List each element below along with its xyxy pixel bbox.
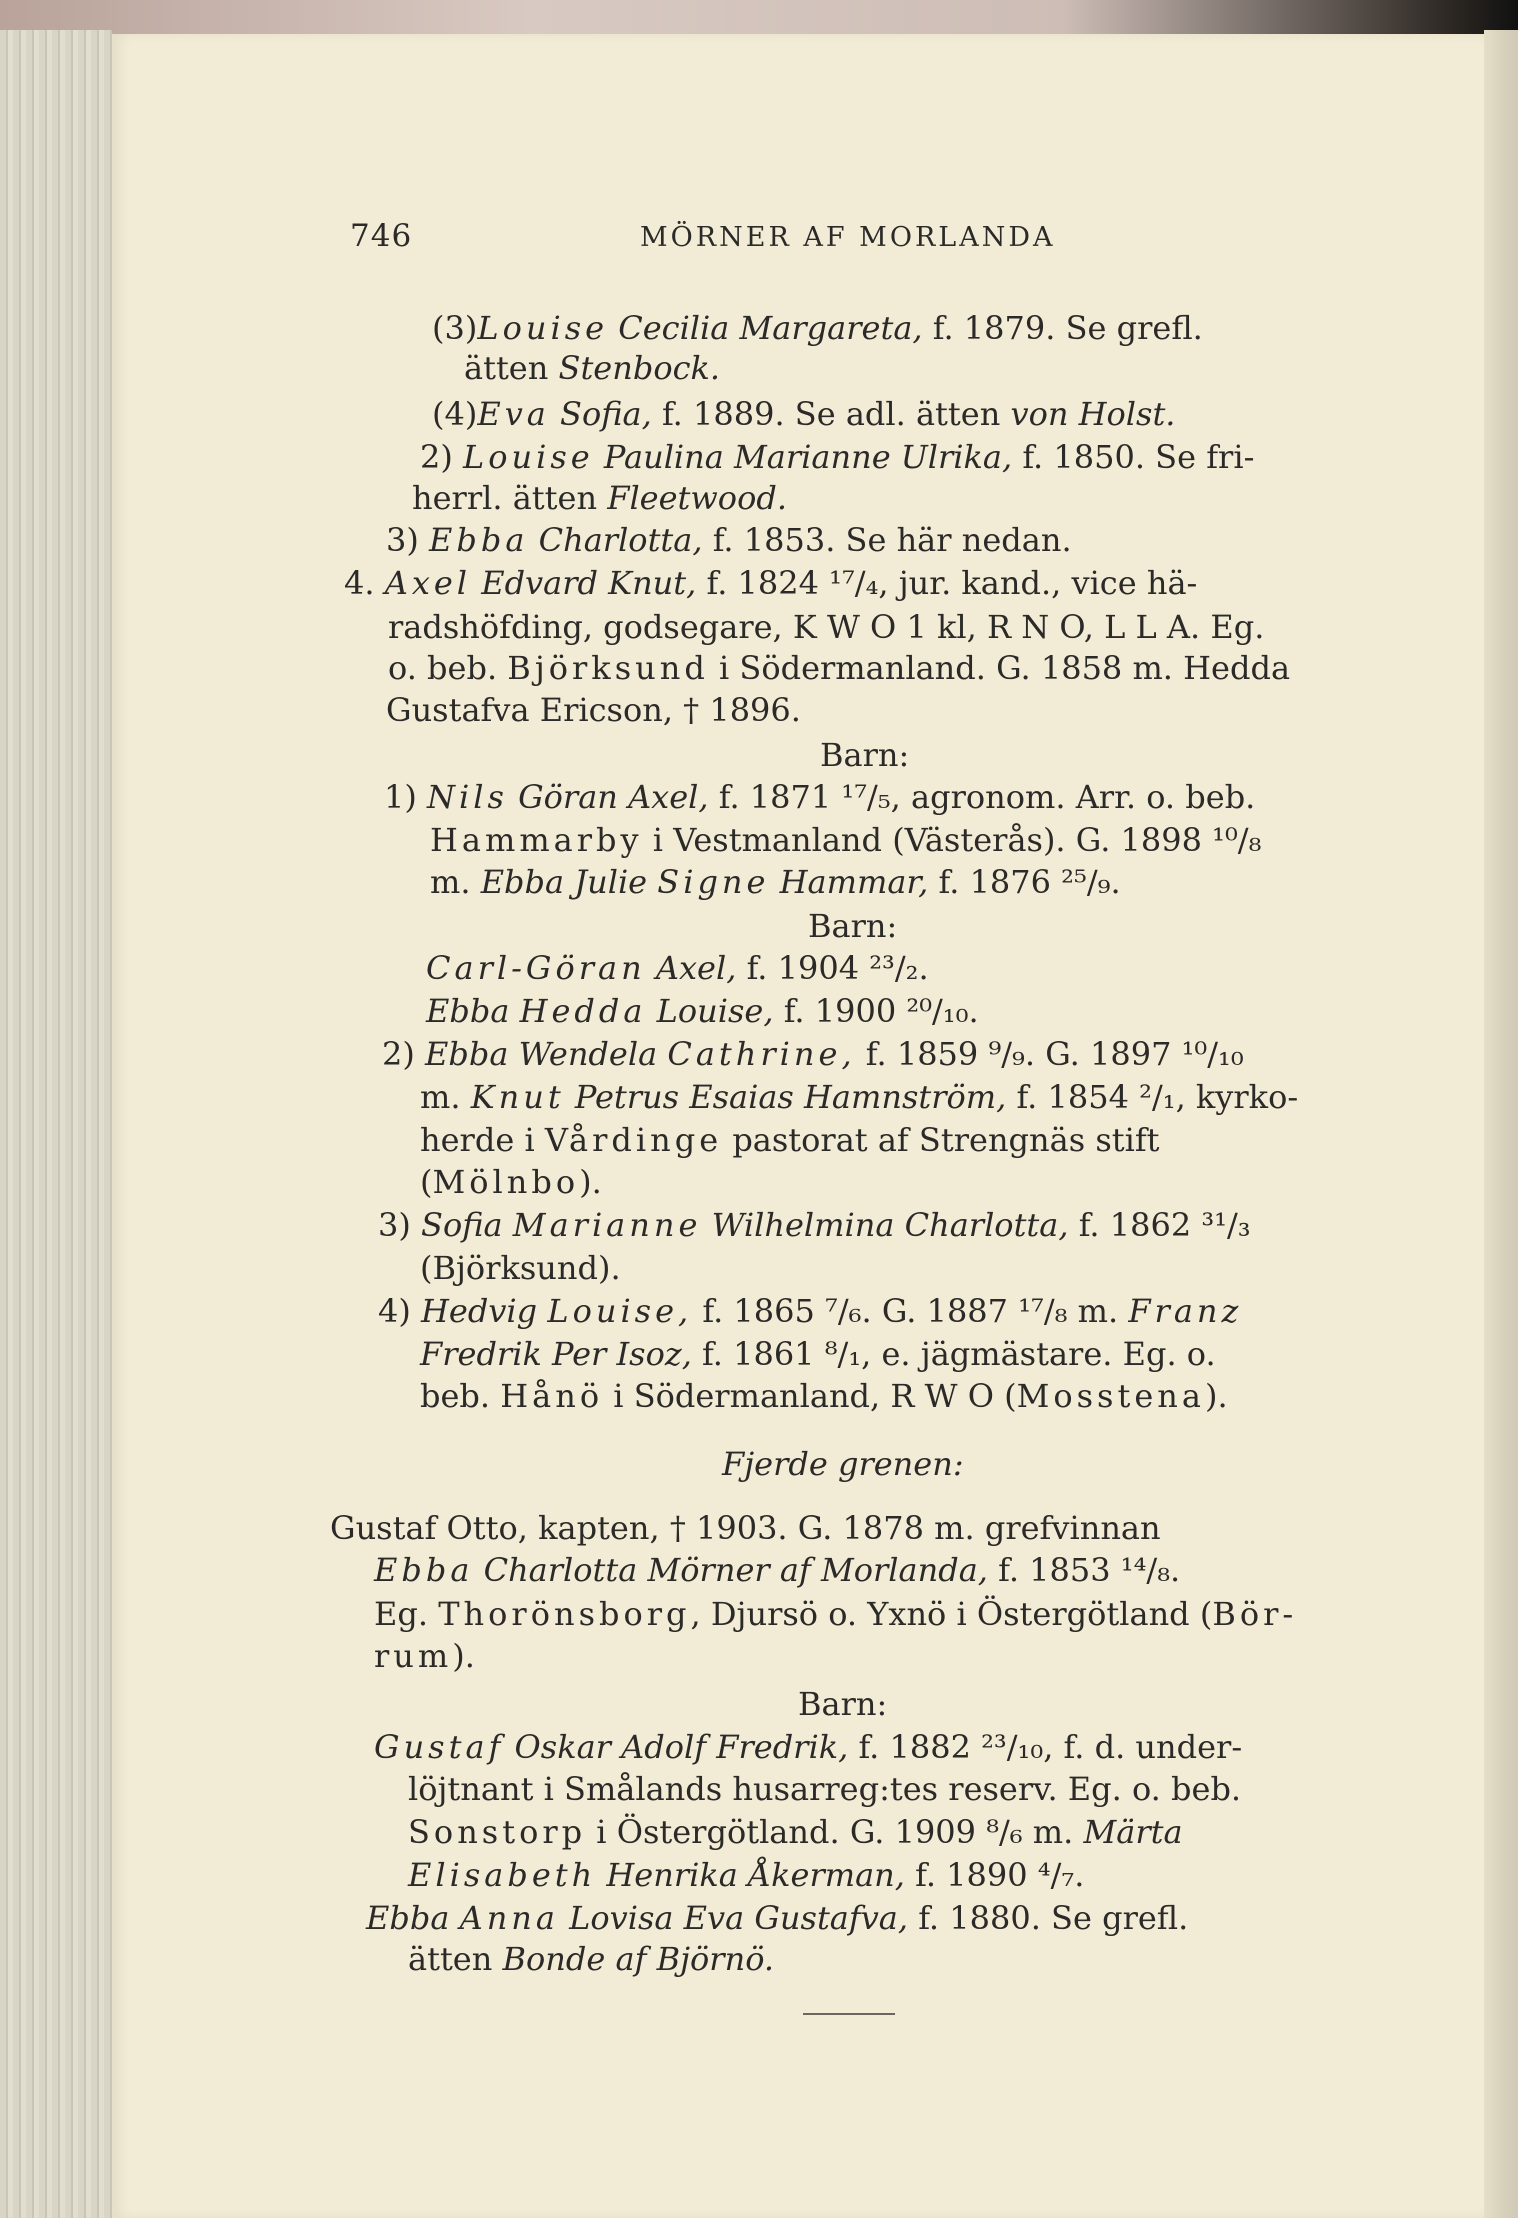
text-segment: Ebba Wendela <box>425 1035 668 1073</box>
text-segment: Bonde af Björnö. <box>502 1940 775 1978</box>
section-heading <box>722 1444 964 1484</box>
text-segment: (Björksund). <box>420 1249 621 1287</box>
text-segment: Louise <box>463 438 594 476</box>
text-line <box>330 1508 1161 1548</box>
page-number: 746 <box>350 218 413 254</box>
text-segment: 2) <box>420 438 464 476</box>
text-line <box>344 563 1197 603</box>
text-segment: Cecilia Margareta, <box>608 309 923 347</box>
text-segment: f. 1854 ²/₁, kyrko- <box>1006 1078 1299 1116</box>
text-line <box>432 394 1175 434</box>
running-title: MÖRNER AF MORLANDA <box>640 222 1056 253</box>
text-segment: Sofia <box>421 1206 513 1244</box>
text-segment: f. 1904 ²³/₂. <box>736 949 929 987</box>
text-segment: 4) <box>378 1292 422 1330</box>
text-segment: Stenbock. <box>558 349 721 387</box>
text-segment: f. 1853. Se här nedan. <box>702 521 1072 559</box>
text-line <box>408 1855 1084 1895</box>
text-segment: rum <box>374 1637 453 1675</box>
text-line <box>464 348 720 388</box>
book-right-edge <box>1484 30 1518 2218</box>
text-line <box>366 1898 1188 1938</box>
text-segment: (3) <box>432 309 478 347</box>
text-segment: löjtnant i Smålands husarreg:tes reserv. Eg. o. beb. <box>408 1770 1242 1808</box>
text-segment: f. 1876 ²⁵/₉. <box>928 863 1121 901</box>
text-segment: f. 1871 ¹⁷/₅, agronom. Arr. o. beb. <box>708 778 1256 816</box>
text-segment: f. 1880. Se grefl. <box>908 1899 1189 1937</box>
text-line <box>388 648 1290 688</box>
text-segment: f. 1853 ¹⁴/₈. <box>987 1551 1181 1589</box>
text-line <box>386 520 1072 560</box>
text-line <box>374 1594 1297 1634</box>
text-line <box>374 1550 1180 1590</box>
text-segment: f. 1861 ⁸/₁, e. jägmästare. Eg. o. <box>691 1335 1216 1373</box>
text-segment: Petrus Esaias Hamnström, <box>564 1078 1007 1116</box>
text-segment: Ebba <box>374 1551 474 1589</box>
text-segment: f. 1865 ⁷/₆. G. 1887 ¹⁷/₈ m. <box>692 1292 1129 1330</box>
text-line <box>382 1034 1244 1074</box>
text-segment: Fjerde grenen: <box>722 1445 964 1483</box>
text-line <box>432 308 1203 348</box>
text-segment: (4) <box>432 395 478 433</box>
text-segment: Göran Axel, <box>507 778 709 816</box>
text-segment: m. <box>430 863 481 901</box>
text-segment: Barn: <box>808 907 898 945</box>
text-segment: Carl-Göran <box>426 949 646 987</box>
text-segment: ). <box>579 1163 602 1201</box>
running-header <box>0 218 1518 258</box>
text-segment: Marianne <box>512 1206 702 1244</box>
text-line <box>374 1636 475 1676</box>
end-rule <box>803 2013 895 2015</box>
text-segment: f. 1850. Se fri- <box>1012 438 1255 476</box>
text-segment: Vårdinge <box>544 1121 723 1159</box>
text-line <box>374 1727 1242 1767</box>
text-segment: ( <box>420 1163 433 1201</box>
text-segment: Louise <box>477 309 609 347</box>
text-line <box>408 1812 1183 1852</box>
text-line <box>386 690 801 730</box>
text-segment: 3) <box>378 1206 422 1244</box>
text-segment: 1) <box>384 778 428 816</box>
text-segment: Louise, <box>646 992 774 1030</box>
text-segment: m. <box>420 1078 471 1116</box>
text-line <box>430 820 1261 860</box>
text-segment: 2) <box>382 1035 426 1073</box>
text-segment: Fleetwood. <box>607 479 787 517</box>
text-segment: Hånö <box>500 1377 604 1415</box>
text-line <box>426 948 929 988</box>
text-segment: Hedda <box>519 992 647 1030</box>
text-segment: ätten <box>408 1940 503 1978</box>
text-segment: Anna <box>459 1899 559 1937</box>
text-line <box>420 1376 1228 1416</box>
text-segment: Charlotta, <box>528 521 703 559</box>
text-segment: ätten <box>464 349 559 387</box>
text-segment: Charlotta Mörner af Morlanda, <box>473 1551 988 1589</box>
text-segment: Fredrik Per Isoz, <box>420 1335 692 1373</box>
text-segment: Hammar, <box>769 863 929 901</box>
text-segment: Cathrine, <box>667 1035 856 1073</box>
text-line <box>408 1769 1241 1809</box>
text-segment: Sonstorp <box>408 1813 587 1851</box>
text-segment: f. 1882 ²³/₁₀, f. d. under- <box>848 1728 1243 1766</box>
text-line <box>388 607 1264 647</box>
text-line <box>420 1334 1216 1374</box>
text-segment: Axel <box>384 564 472 602</box>
text-segment: pastorat af Strengnäs stift <box>722 1121 1160 1159</box>
text-segment: f. 1879. Se grefl. <box>922 309 1203 347</box>
text-segment: Lovisa Eva Gustafva, <box>558 1899 909 1937</box>
text-line <box>408 1939 774 1979</box>
text-segment: Mosstena <box>1016 1377 1205 1415</box>
text-segment: von Holst. <box>1010 395 1176 433</box>
text-segment: Henrika Åkerman, <box>596 1856 905 1894</box>
text-segment: Hedvig <box>421 1292 548 1330</box>
text-segment: Eva <box>477 395 550 433</box>
text-segment: Märta <box>1083 1813 1183 1851</box>
text-segment: Nils <box>427 778 508 816</box>
text-line <box>420 1248 621 1288</box>
text-line <box>430 862 1121 902</box>
text-segment: 4. <box>344 564 385 602</box>
text-segment: Gustaf Otto, kapten, † 1903. G. 1878 m. grefvinnan <box>330 1509 1161 1547</box>
text-segment: herrl. ätten <box>412 479 608 517</box>
text-segment: Barn: <box>820 736 910 774</box>
text-line <box>420 1077 1298 1117</box>
text-segment: Knut <box>470 1078 565 1116</box>
text-segment: i Södermanland. G. 1858 m. Hedda <box>708 649 1291 687</box>
text-segment: i Södermanland, R W O ( <box>603 1377 1017 1415</box>
text-segment: f. 1862 ³¹/₃ <box>1068 1206 1251 1244</box>
text-line <box>426 991 979 1031</box>
text-segment: f. 1890 ⁴/₇. <box>904 1856 1085 1894</box>
text-segment: i Östergötland. G. 1909 ⁸/₆ m. <box>586 1813 1084 1851</box>
sub-heading <box>808 906 897 946</box>
text-segment: , Djursö o. Yxnö i Östergötland ( <box>690 1595 1213 1633</box>
book-top-edge <box>0 0 1518 34</box>
text-line <box>378 1291 1242 1331</box>
text-segment: Signe <box>657 863 770 901</box>
text-segment: Eg. <box>374 1595 439 1633</box>
text-line <box>420 437 1254 477</box>
text-segment: Ebba <box>426 992 520 1030</box>
text-segment: Bör- <box>1212 1595 1298 1633</box>
text-segment: i Vestmanland (Västerås). G. 1898 ¹⁰/₈ <box>642 821 1262 859</box>
text-segment: Ebba Julie <box>480 863 658 901</box>
text-segment: Axel, <box>645 949 737 987</box>
text-segment: 3) <box>386 521 430 559</box>
text-segment: Louise, <box>547 1292 693 1330</box>
text-segment: Edvard Knut, <box>471 564 697 602</box>
text-segment: Sofia, <box>549 395 652 433</box>
sub-heading <box>820 735 909 775</box>
text-segment: f. 1859 ⁹/₉. G. 1897 ¹⁰/₁₀ <box>855 1035 1244 1073</box>
text-segment: Wilhelmina Charlotta, <box>701 1206 1069 1244</box>
text-segment: radshöfding, godsegare, K W O 1 kl, R N O, L L A. Eg. <box>388 608 1265 646</box>
text-segment: herde i <box>420 1121 545 1159</box>
text-segment: f. 1889. Se adl. ätten <box>651 395 1011 433</box>
text-segment: Gustafva Ericson, † 1896. <box>386 691 801 729</box>
text-segment: f. 1900 ²⁰/₁₀. <box>773 992 979 1030</box>
text-segment: Gustaf <box>374 1728 505 1766</box>
text-segment: ). <box>452 1637 475 1675</box>
text-line <box>420 1162 602 1202</box>
text-line <box>384 777 1255 817</box>
text-segment: o. beb. <box>388 649 508 687</box>
text-segment: beb. <box>420 1377 501 1415</box>
text-segment: Hammarby <box>430 821 643 859</box>
text-segment: Franz <box>1128 1292 1243 1330</box>
text-segment: Oskar Adolf Fredrik, <box>504 1728 849 1766</box>
text-segment: Ebba <box>429 521 529 559</box>
text-line <box>378 1205 1251 1245</box>
text-segment: Mölnbo <box>432 1163 580 1201</box>
text-line <box>412 478 787 518</box>
text-segment: Paulina Marianne Ulrika, <box>593 438 1013 476</box>
text-segment: f. 1824 ¹⁷/₄, jur. kand., vice hä- <box>696 564 1198 602</box>
text-line <box>420 1120 1160 1160</box>
book-page-edges <box>0 30 112 2218</box>
text-segment: Elisabeth <box>408 1856 597 1894</box>
sub-heading <box>798 1684 887 1724</box>
text-segment: Thorönsborg <box>438 1595 691 1633</box>
text-segment: ). <box>1204 1377 1228 1415</box>
text-segment: Barn: <box>798 1685 888 1723</box>
text-segment: Björksund <box>507 649 709 687</box>
text-segment: Ebba <box>366 1899 460 1937</box>
